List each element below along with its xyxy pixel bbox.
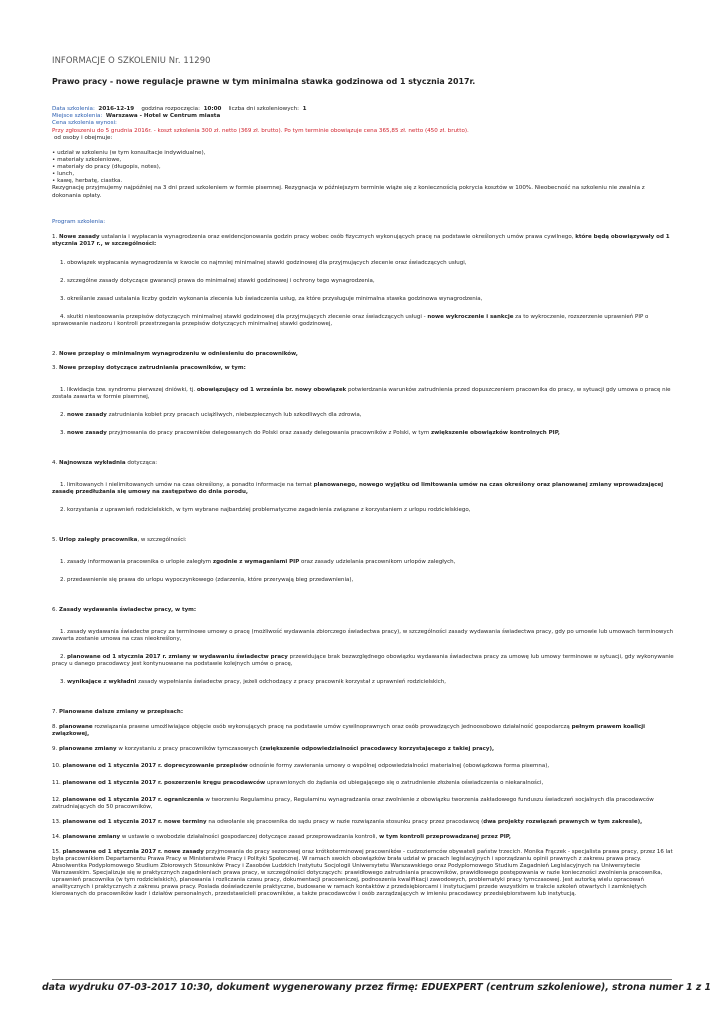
section-7-point-8: 8. planowane rozwiązania prawne umożliwiające objęcie osób wykonujących pracę na podstawie umów cywilnoprawnych oraz osób prowadzących jednoosobowo działalność gospodarczą pełnym prawem koalicji związkowej, — [52, 723, 646, 737]
list-item: • kawę, herbatę, ciastka. — [52, 178, 123, 185]
section-3-item-1: 1. likwidacja tzw. syndromu pierwszej dniówki, tj. obowiązujący od 1 września br. nowy obowiązek potwierdzania warunków zatrudnienia przed dopuszczeniem pracownika do pracy, w sytuacji gdy umowa o pracę nie została zawarta w formie pisemnej, — [52, 386, 671, 400]
resignation-text: Rezygnację przyjmujemy najpóźniej na 3 dni przed szkoleniem w formie pisemnej. Rezygnacja w późniejszym terminie wiąże się z koniecznością pokrycia kosztów w 100%. Nieobecność na szkoleniu nie zwalnia z dokonania opłaty. — [52, 185, 645, 199]
list-item: • udział w szkoleniu (w tym konsultacje indywidualne), — [52, 150, 206, 157]
list-item: • materiały do pracy (długopis, notes), — [52, 164, 161, 171]
section-7-point-15: 15. planowane od 1 stycznia 2017 r. nowe zasady przyjmowania do pracy sezonowej oraz krótkoterminowej pracowników - cudzoziemców obywateli państw trzecich. Monika Frączek - specjalista prawa pracy, przez 16 lat była pracownikiem Departamentu Prawa Pracy w Ministerstwie Pracy i Polityki Społecznej. W ramach swoich obowiązków brała udział w pracach legislacyjnych i sporządzaniu opinii prawnych z zakresu prawa pracy. Absolwentka Podyplomowego Studium Zbiorowych Stosunków Pracy i Zasobów Ludzkich Instytutu Socjologii Uniwersytetu Warszawskiego oraz Podyplomowego Studium Zagadnień Legislacyjnych na Uniwersytecie Warszawskim. Specjalizuje się w praktycznych zagadnieniach prawa pracy, w szczególności dotyczących: prawidłowego zatrudniania pracowników, prawidłowego postępowania w razie konieczności zwolnienia pracownika, uprawnień pracownika (w tym rodzicielskich), planowania i rozliczania czasu pracy, dokumentacji pracowniczej, podnoszenia kwalifikacji zawodowych, problematyki pracy tymczasowej. Jest autorką wielu opracowań analitycznych i praktycznych z zakresu prawa pracy. Posiada doświadczenie praktyczne, budowane w ramach kontaktów z przedsiębiorcami i instytucjami przede wszystkim w trakcie szkoleń otwartych i zamkniętych kierowanych do pracowników kadr i działów personalnych, przedstawicieli pracowników, a także pracodawców i osób zarządzających w imieniu pracodawcy przedsiębiorstwem lub instytucją. — [52, 848, 673, 897]
section-1-item-1: 1. obowiązek wypłacania wynagrodzenia w kwocie co najmniej minimalnej stawki godzinowej dla przyjmujących zlecenie oraz świadczących usługi, — [60, 259, 467, 266]
start-value: 10:00 — [203, 106, 222, 112]
section-7-point-11: 11. planowane od 1 stycznia 2017 r. poszerzenie kręgu pracodawców uprawnionych do żądania od ubiegającego się o zatrudnienie złożenia oświadczenia o niekaralności, — [52, 779, 544, 786]
section-1-item-3: 3. określanie zasad ustalania liczby godzin wykonania zlecenia lub świadczenia usług, za które przysługuje minimalna stawka godzinowa wynagrodzenia, — [60, 295, 483, 302]
section-1: 1. Nowe zasady ustalania i wypłacania wynagrodzenia oraz ewidencjonowania godzin pracy wobec osób fizycznych wykonujących pracę na podstawie określonych umów prawa cywilnego, które będą obowiązywały od 1 stycznia 2017 r., w szczególności: — [52, 233, 670, 247]
section-5-item-2: 2. przedawnienie się prawa do urlopu wypoczynkowego (zdarzenia, które przerywają bieg przedawnienia), — [60, 576, 354, 583]
section-2: 2. Nowe przepisy o minimalnym wynagrodzeniu w odniesieniu do pracowników, — [52, 350, 298, 357]
footer-divider — [52, 979, 672, 980]
program-label: Program szkolenia: — [52, 218, 106, 225]
section-5: 5. Urlop zaległy pracownika, w szczególności: — [52, 536, 187, 543]
per-person-text: od osoby i obejmuje: — [54, 134, 113, 141]
section-6-item-1: 1. zasady wydawania świadectw pracy za terminowe umowy o pracę (możliwość wydawania zbiorczego świadectwa pracy), w szczególności zasady wydawania świadectwa pracy, gdy po umowie lub umowach terminowych zawarta zostanie umowa na czas nieokreślony, — [52, 628, 674, 642]
section-5-item-1: 1. zasady informowania pracownika o urlopie zaległym zgodnie z wymaganiami PIP oraz zasady udzielania pracownikom urlopów zaległych, — [60, 558, 456, 565]
list-item: • lunch, — [52, 171, 75, 178]
price-text: Przy zgłoszeniu do 5 grudnia 2016r. - koszt szkolenia 300 zł. netto (369 zł. brutto). Po tym terminie obowiązuje cena 365,85 zł. netto (450 zł. brutto). — [52, 127, 469, 134]
place-line — [52, 113, 674, 120]
section-4: 4. Najnowsza wykładnia dotycząca: — [52, 459, 158, 466]
training-number-header: INFORMACJE O SZKOLENIU Nr. 11290 — [52, 55, 211, 65]
includes-list — [52, 150, 674, 185]
training-title: Prawo pracy - nowe regulacje prawne w tym minimalna stawka godzinowa od 1 stycznia 2017r. — [52, 77, 476, 86]
document-page — [52, 55, 674, 898]
section-7-point-9: 9. planowane zmiany w korzystaniu z pracy pracowników tymczasowych (zwiększenie odpowiedzialności pracodawcy korzystającego z takiej pracy), — [52, 745, 495, 752]
section-3-item-2: 2. nowe zasady zatrudniania kobiet przy pracach uciążliwych, niebezpiecznych lub szkodliwych dla zdrowia, — [60, 411, 362, 418]
days-value: 1 — [302, 106, 307, 112]
section-7-point-10: 10. planowane od 1 stycznia 2017 r. doprecyzowanie przepisów odnośnie formy zawierania umowy o wspólnej odpowiedzialności materialnej (obowiązkowa forma pisemna), — [52, 762, 550, 769]
section-7-point-13: 13. planowane od 1 stycznia 2017 r. nowe terminy na odwołanie się pracownika do sądu pracy w razie rozwiązania stosunku pracy przez pracodawcę (dwa projekty rozwiązań prawnych w tym zakresie), — [52, 818, 643, 825]
section-4-item-2: 2. korzystania z uprawnień rodzicielskich, w tym wybrane najbardziej problematyczne zagadnienia związane z korzystaniem z urlopu rodzicielskiego, — [60, 506, 471, 513]
date-value: 2016-12-19 — [98, 106, 135, 112]
training-meta — [52, 106, 674, 142]
section-7-point-14: 14. planowane zmiany w ustawie o swobodzie działalności gospodarczej dotyczące zasad przeprowadzania kontroli, w tym kontroli przeprowadzanej przez PIP, — [52, 833, 511, 840]
section-4-item-1: 1. limitowanych i nielimitowanych umów na czas określony, a ponadto informacje na temat planowanego, nowego wyjątku od limitowania umów na czas określony oraz planowanej zmiany wprowadzającej zasadę przedłużania się umowy na zastępstwo do dnia porodu, — [52, 481, 664, 495]
section-1-item-2: 2. szczególne zasady dotyczące gwarancji prawa do minimalnej stawki godzinowej i ochrony tego wynagrodzenia, — [60, 277, 375, 284]
days-label: liczba dni szkoleniowych: — [228, 106, 300, 112]
list-item: • materiały szkoleniowe, — [52, 157, 122, 164]
price-label: Cena szkolenia wynosi: — [52, 120, 117, 127]
section-6-item-3: 3. wynikające z wykładni zasady wypełniania świadectw pracy, jeżeli odchodzący z pracy pracownik korzystał z uprawnień rodzicielskich, — [60, 678, 446, 685]
section-7-point-12: 12. planowane od 1 stycznia 2017 r. ograniczenia w tworzeniu Regulaminu pracy, Regulaminu wynagradzania oraz zwolnienie z obowiązku tworzenia zakładowego funduszu świadczeń socjalnych dla pracodawców zatrudniających do 50 pracowników, — [52, 796, 654, 810]
start-label: godzina rozpoczęcia: — [141, 106, 200, 112]
place-value: Warszawa - Hotel w Centrum miasta — [105, 113, 221, 120]
place-label: Miejsce szkolenia: — [52, 113, 103, 120]
section-6: 6. Zasady wydawania świadectw pracy, w tym: — [52, 606, 197, 613]
section-1-item-4: 4. skutki niestosowania przepisów dotyczących minimalnej stawki godzinowej dla przyjmujących zlecenie oraz świadczących usługi - nowe wykroczenie i sankcje za to wykroczenie, rozszerzenie uprawnień PIP o sprawowanie nadzoru i kontroli przestrzegania przepisów dotyczących minimalnej stawki godzinowej, — [52, 313, 649, 327]
section-7: 7. Planowane dalsze zmiany w przepisach: — [52, 708, 184, 715]
date-label: Data szkolenia: — [52, 106, 95, 112]
section-3: 3. Nowe przepisy dotyczące zatrudniania pracowników, w tym: — [52, 364, 246, 371]
print-footer: data wydruku 07-03-2017 10:30, dokument wygenerowany przez firmę: EDUEXPERT (centrum szkoleniowe), strona numer 1 z 1 — [42, 982, 711, 993]
date-line — [52, 106, 674, 113]
section-6-item-2: 2. planowane od 1 stycznia 2017 r. zmiany w wydawaniu świadectw pracy przewidujące brak bezwzględnego obowiązku wydawania świadectwa pracy za umowę lub umowy terminowe w sytuacji, gdy wykonywanie pracy u danego pracodawcy jest kontynuowane na podstawie kolejnych umów o pracę, — [52, 653, 674, 667]
section-3-item-3: 3. nowe zasady przyjmowania do pracy pracowników delegowanych do Polski oraz zasady delegowania pracowników z Polski, w tym zwiększenie obowiązków kontrolnych PIP, — [60, 429, 560, 436]
